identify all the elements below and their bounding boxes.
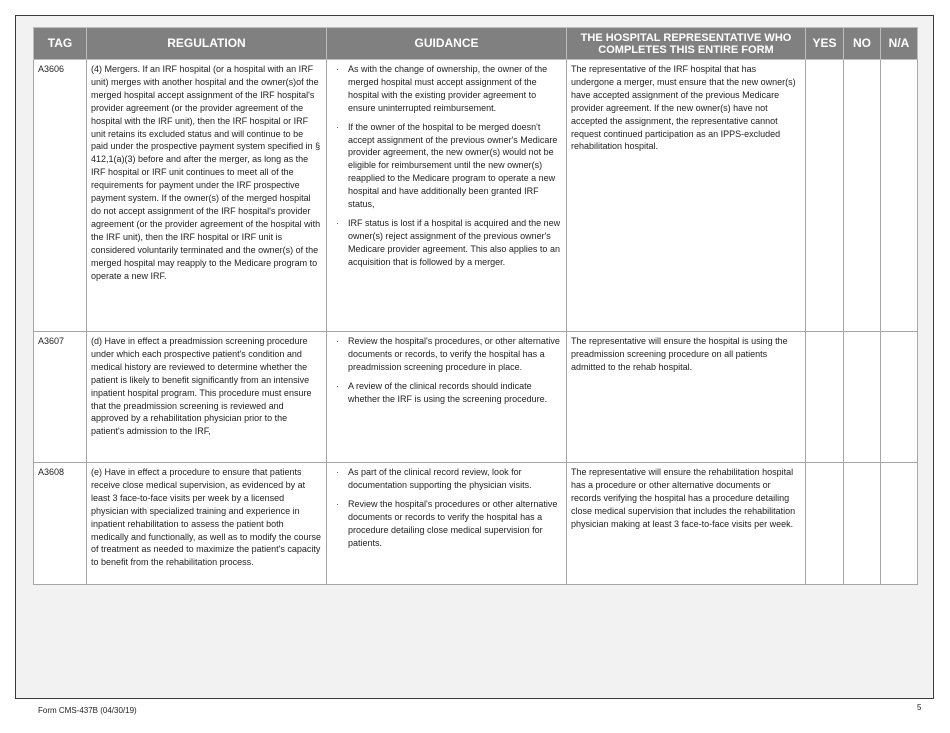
yes-cell[interactable] — [806, 60, 844, 332]
no-cell[interactable] — [844, 463, 881, 585]
table-row — [34, 332, 918, 463]
checklist-table — [33, 27, 918, 585]
regulation-header: REGULATION — [87, 28, 327, 60]
tag-header: TAG — [34, 28, 87, 60]
tag-cell: A3607 — [34, 332, 87, 463]
regulation-cell: (4) Mergers. If an IRF hospital (or a hospital with an IRF unit) merges with another hospital and the owner(s)of the merged hospital accept assignment of the IRF hospital's provider agreement (or the provider agreement of the hospital with the IRF unit), then the IRF hospital or IRF unit retains its excluded status and will continue to be paid under the prospective payment system specified in § 412,1(a)(3) before and after the merger, as long as the IRF hospital or IRF unit continues to meet all of the requirements for payment under the IRF prospective payment system. If the owner(s) of the merged hospital do not accept assignment of the IRF hospital's provider agreement (or the provider agreement of the hospital with the IRF unit), then the IRF hospital or IRF unit is considered voluntarily terminated and the owner(s) of the merged hospital may reapply to the Medicare program to operate a new IRF. — [87, 60, 327, 332]
no-header: NO — [844, 28, 881, 60]
guidance-item: · Review the hospital's procedures or other alternative documents or records to verify the hospital has a procedure detailing close medical supervision for patients. — [348, 498, 562, 550]
guidance-item: · IRF status is lost if a hospital is acquired and the new owner(s) reject assignment of the previous owner's Medicare provider agreement. This also applies to an acquisition that is followed by a merger. — [348, 217, 562, 269]
representative-header: THE HOSPITAL REPRESENTATIVE WHO COMPLETES THIS ENTIRE FORM — [567, 28, 806, 60]
guidance-cell — [327, 332, 567, 463]
representative-cell: The representative will ensure the rehabilitation hospital has a procedure or other alternative documents or records verifying the hospital has a procedure detailing close medical supervision that includes the rehabilitation physician making at least 3 face-to-face visits per week. — [567, 463, 806, 585]
yes-header: YES — [806, 28, 844, 60]
guidance-item: · If the owner of the hospital to be merged doesn't accept assignment of the previous owner's Medicare provider agreement, the new owner(s) would not be eligible for reimbursement until the new owner(s) reapplied to the Medicare program to operate a new hospital and have additionally been granted IRF status, — [348, 121, 562, 211]
guidance-cell — [327, 60, 567, 332]
no-cell[interactable] — [844, 332, 881, 463]
guidance-cell — [327, 463, 567, 585]
guidance-item: · A review of the clinical records should indicate whether the IRF is using the screening procedure. — [348, 380, 562, 406]
representative-cell: The representative will ensure the hospital is using the preadmission screening procedure on all patients admitted to the rehab hospital. — [567, 332, 806, 463]
yes-cell[interactable] — [806, 463, 844, 585]
table-row — [34, 60, 918, 332]
na-cell[interactable] — [881, 463, 918, 585]
regulation-cell: (e) Have in effect a procedure to ensure that patients receive close medical supervision, as evidenced by at least 3 face-to-face visits per week by a licensed physician with specialized training and experience in inpatient rehabilitation to assess the patient both medically and functionally, as well as to modify the course of treatment as needed to maximize the patient's capacity to benefit from the rehabilitation process. — [87, 463, 327, 585]
guidance-item: · As with the change of ownership, the owner of the merged hospital must accept assignment of the hospital with the existing provider agreement to ensure uninterrupted reimbursement. — [348, 63, 562, 115]
regulation-cell: (d) Have in effect a preadmission screening procedure under which each prospective patient's condition and medical history are reviewed to determine whether the patient is likely to benefit significantly from an intensive inpatient hospital program. This procedure must ensure that the preadmission screening is reviewed and approved by a rehabilitation physician prior to the patient's admission to the IRF, — [87, 332, 327, 463]
page-number: 5 — [917, 703, 922, 712]
page-frame — [15, 15, 934, 699]
guidance-item: · As part of the clinical record review, look for documentation supporting the physician visits. — [348, 466, 562, 492]
tag-cell: A3606 — [34, 60, 87, 332]
header-row — [34, 28, 918, 60]
guidance-item: · Review the hospital's procedures, or other alternative documents or records, to verify the hospital has a preadmission screening procedure in place. — [348, 335, 562, 374]
na-cell[interactable] — [881, 60, 918, 332]
tag-cell: A3608 — [34, 463, 87, 585]
table-row — [34, 463, 918, 585]
na-cell[interactable] — [881, 332, 918, 463]
na-header: N/A — [881, 28, 918, 60]
guidance-header: GUIDANCE — [327, 28, 567, 60]
form-id: Form CMS-437B (04/30/19) — [38, 706, 137, 715]
no-cell[interactable] — [844, 60, 881, 332]
representative-cell: The representative of the IRF hospital that has undergone a merger, must ensure that the new owner(s) have accepted assignment of the previous Medicare provider agreement. If the new owner(s) have not accepted the assignment, the representative cannot request continued participation as an IPPS-excluded rehabilitation hospital. — [567, 60, 806, 332]
yes-cell[interactable] — [806, 332, 844, 463]
